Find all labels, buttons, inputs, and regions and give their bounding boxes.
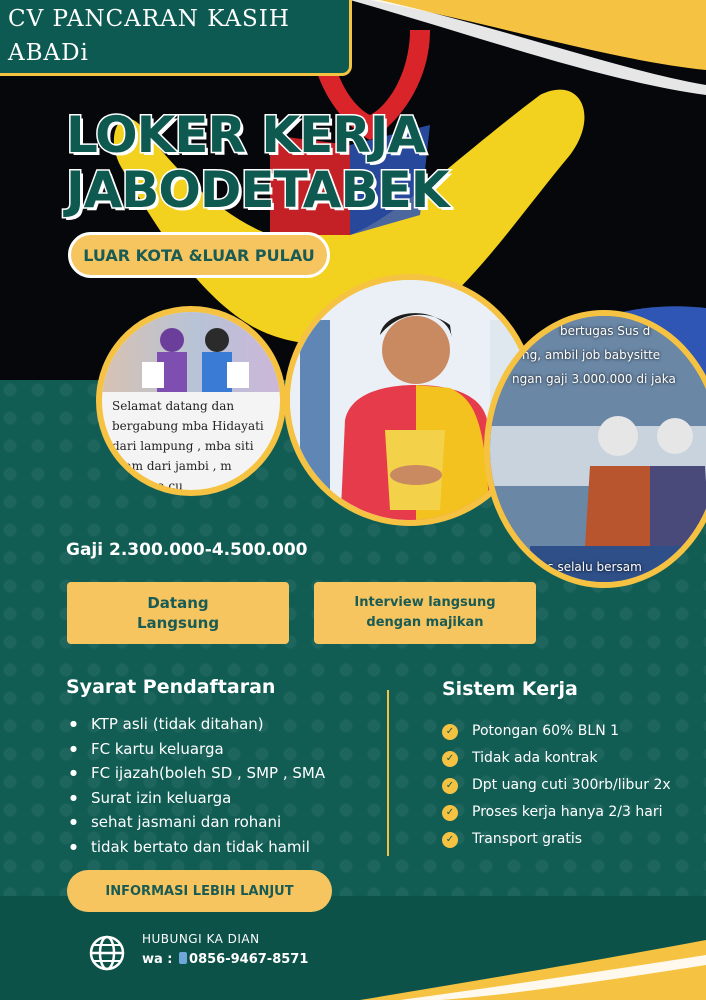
check-circle-icon: ✓	[442, 778, 458, 794]
group-photo	[102, 312, 286, 392]
walk-in-line1: Datang	[147, 594, 209, 612]
work-system-item	[442, 745, 671, 772]
overlay-line: ngan gaji 3.000.000 di jaka	[512, 372, 676, 386]
overlay-line: ng, ambil job babysitte	[522, 348, 661, 362]
work-system-title: Sistem Kerja	[442, 678, 578, 700]
contact-phone[interactable]	[142, 952, 308, 967]
column-divider	[387, 690, 389, 856]
requirement-item: ● KTP asli (tidak ditahan)	[70, 712, 325, 737]
work-system-text: Dpt uang cuti 300rb/libur 2x	[472, 777, 671, 793]
welcome-caption	[112, 396, 282, 496]
check-circle-icon: ✓	[442, 832, 458, 848]
requirement-item: ● Surat izin keluarga	[70, 786, 325, 811]
check-circle-icon: ✓	[442, 805, 458, 821]
work-system-item	[442, 718, 671, 745]
caption-line: dari lampung , mba siti	[112, 439, 254, 453]
title-line2: JABODETABEK	[66, 161, 449, 219]
work-system-text: Tidak ada kontrak	[472, 750, 598, 766]
overlay-line: es selalu bersam	[540, 560, 642, 574]
photo-welcome-chat	[96, 306, 286, 496]
work-system-item	[442, 826, 671, 853]
company-name-line2: ABADi	[8, 40, 89, 66]
work-system-item	[442, 772, 671, 799]
footer-arc-shape	[360, 940, 706, 1000]
requirements-title: Syarat Pendaftaran	[66, 676, 276, 698]
phone-prefix: wa :	[142, 952, 173, 967]
requirement-item: ● FC kartu keluarga	[70, 737, 325, 762]
company-banner	[0, 0, 352, 76]
phone-icon	[179, 952, 187, 964]
caption-line: dan mba cu	[112, 479, 183, 493]
requirement-item: ● tidak bertato dan tidak hamil	[70, 835, 325, 860]
requirements-list	[70, 712, 325, 859]
phone-number: 0856-9467-8571	[189, 952, 309, 967]
contact-label: HUBUNGI KA DIAN	[142, 932, 260, 946]
caption-line: Selamat datang dan	[112, 399, 235, 413]
interview-line2: dengan majikan	[366, 615, 484, 630]
salary-range: Gaji 2.300.000-4.500.000	[66, 540, 308, 560]
company-name-line1: CV PANCARAN KASIH	[8, 6, 290, 32]
caption-line: ryam dari jambi , m	[112, 459, 232, 473]
overlay-line: bertugas Sus d	[560, 324, 651, 338]
more-info-button[interactable]: INFORMASI LEBIH LANJUT	[67, 870, 332, 912]
check-circle-icon: ✓	[442, 751, 458, 767]
page-title	[66, 108, 449, 218]
globe-icon	[88, 934, 126, 972]
work-system-text: Proses kerja hanya 2/3 hari	[472, 804, 663, 820]
check-circle-icon: ✓	[442, 724, 458, 740]
work-system-item	[442, 799, 671, 826]
work-system-text: Transport gratis	[472, 831, 583, 847]
requirement-item: ● sehat jasmani dan rohani	[70, 810, 325, 835]
caption-line: bergabung mba Hidayati	[112, 419, 264, 433]
requirement-item: ● FC ijazah(boleh SD , SMP , SMA	[70, 761, 325, 786]
work-system-text: Potongan 60% BLN 1	[472, 723, 620, 739]
walk-in-box	[67, 582, 289, 644]
interview-line1: Interview langsung	[354, 595, 496, 610]
work-system-list	[442, 718, 671, 853]
area-badge: LUAR KOTA &LUAR PULAU	[68, 232, 330, 278]
title-line1: LOKER KERJA	[66, 106, 426, 164]
walk-in-line2: Langsung	[136, 614, 220, 632]
interview-box	[314, 582, 536, 644]
